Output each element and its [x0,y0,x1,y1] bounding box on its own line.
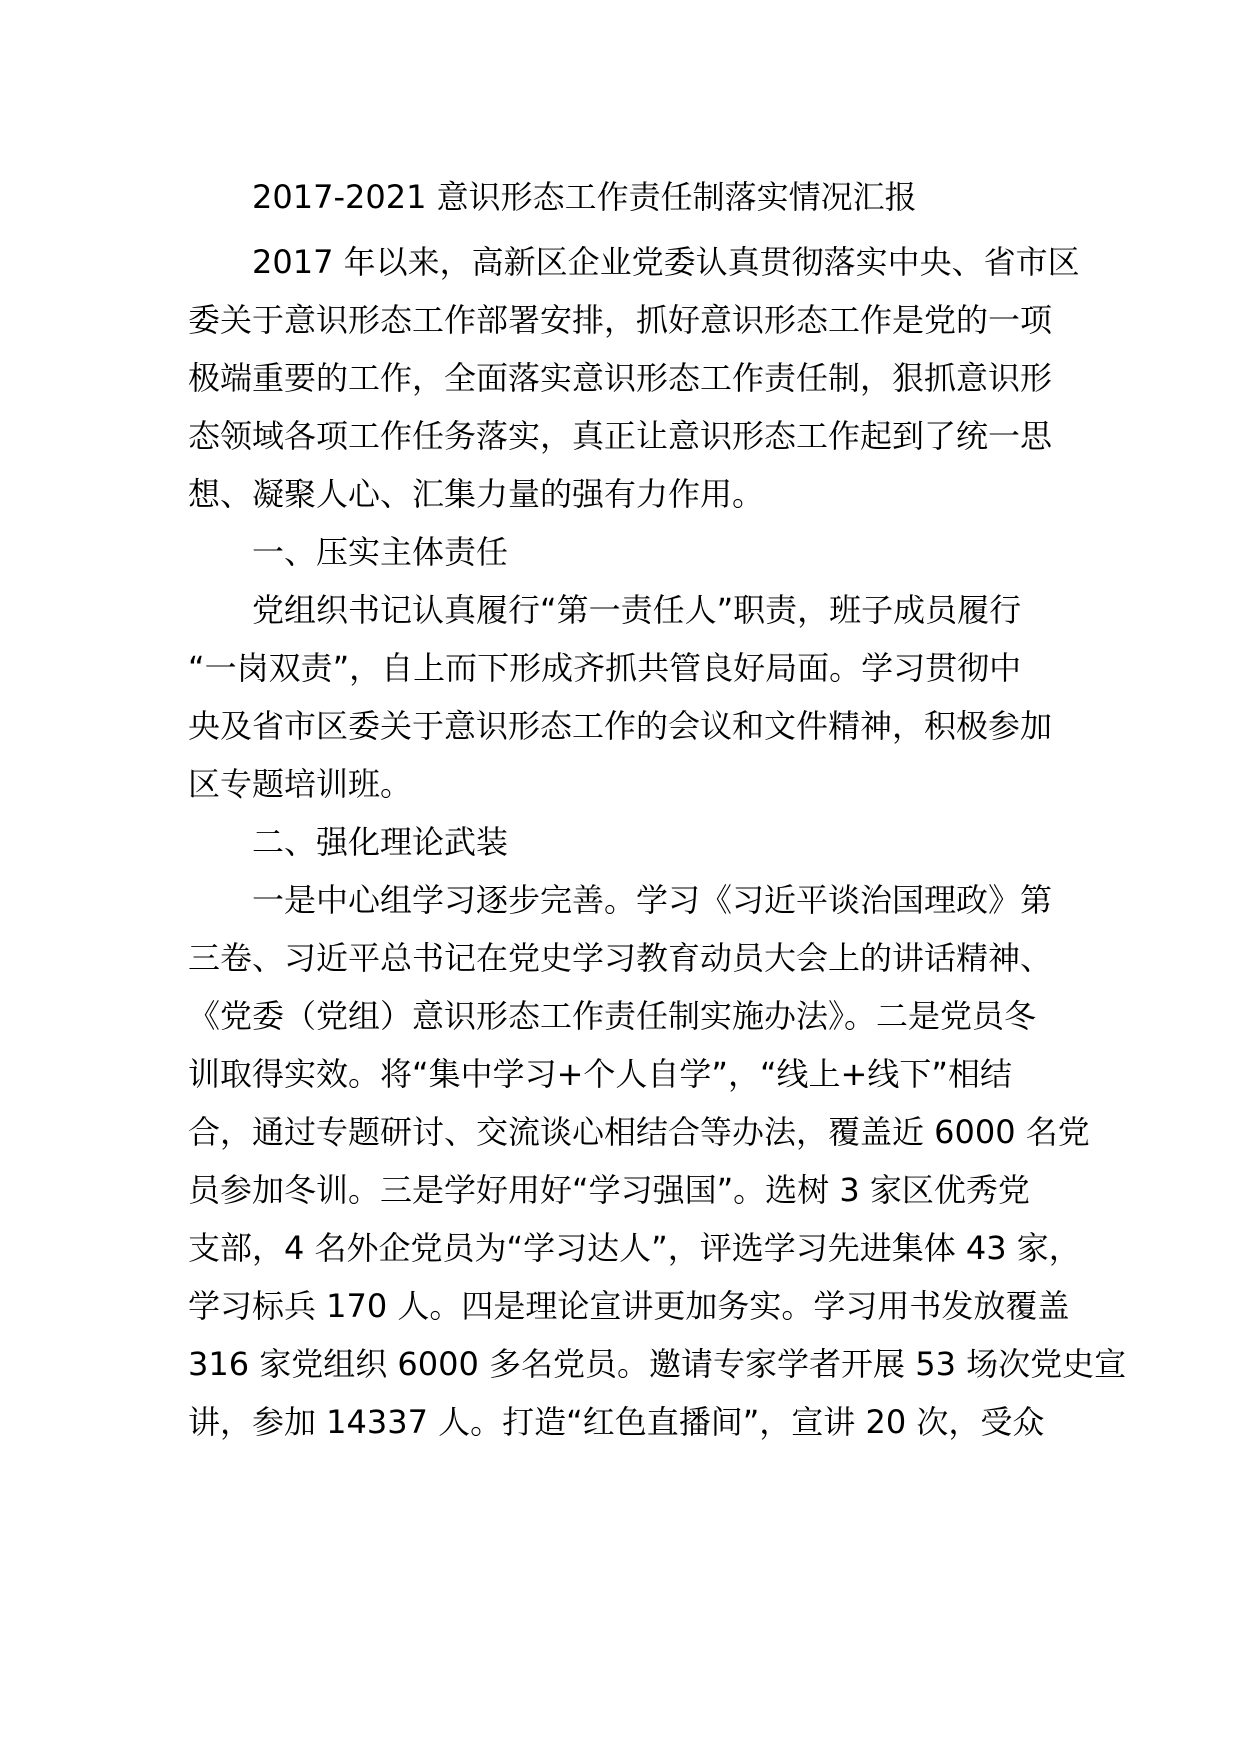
paragraph-line: 合，通过专题研讨、交流谈心相结合等办法，覆盖近 6000 名党 [188,1113,1090,1151]
paragraph-line: 训取得实效。将“集中学习+个人自学”，“线上+线下”相结 [188,1055,1012,1093]
paragraph-line: 极端重要的工作，全面落实意识形态工作责任制，狠抓意识形 [188,359,1053,397]
paragraph-line: 央及省市区委关于意识形态工作的会议和文件精神，积极参加 [188,707,1053,745]
paragraph-line: 态领域各项工作任务落实，真正让意识形态工作起到了统一思 [188,417,1053,455]
paragraph-line: “一岗双责”，自上而下形成齐抓共管良好局面。学习贯彻中 [188,649,1022,687]
paragraph-line: 委关于意识形态工作部署安排，抓好意识形态工作是党的一项 [188,301,1053,339]
paragraph-line: 《党委（党组）意识形态工作责任制实施办法》。二是党员冬 [188,997,1037,1035]
paragraph-line: 2017 年以来，高新区企业党委认真贯彻落实中央、省市区 [252,243,1080,281]
paragraph-line: 一是中心组学习逐步完善。学习《习近平谈治国理政》第 [252,881,1053,919]
paragraph-line: 三卷、习近平总书记在党史学习教育动员大会上的讲话精神、 [188,939,1053,977]
section-heading: 一、压实主体责任 [252,533,509,571]
paragraph-line: 学习标兵 170 人。四是理论宣讲更加务实。学习用书发放覆盖 [188,1287,1070,1325]
section-heading: 二、强化理论武装 [252,823,509,861]
document-title: 2017-2021 意识形态工作责任制落实情况汇报 [252,178,917,216]
paragraph-line: 区专题培训班。 [188,765,413,803]
paragraph-line: 讲，参加 14337 人。打造“红色直播间”，宣讲 20 次，受众 [188,1403,1045,1441]
paragraph-line: 支部，4 名外企党员为“学习达人”，评选学习先进集体 43 家， [188,1229,1081,1267]
paragraph-line: 员参加冬训。三是学好用好“学习强国”。选树 3 家区优秀党 [188,1171,1030,1209]
paragraph-line: 党组织书记认真履行“第一责任人”职责，班子成员履行 [252,591,1022,629]
paragraph-line: 316 家党组织 6000 多名党员。邀请专家学者开展 53 场次党史宣 [188,1345,1127,1383]
paragraph-line: 想、凝聚人心、汇集力量的强有力作用。 [188,475,765,513]
